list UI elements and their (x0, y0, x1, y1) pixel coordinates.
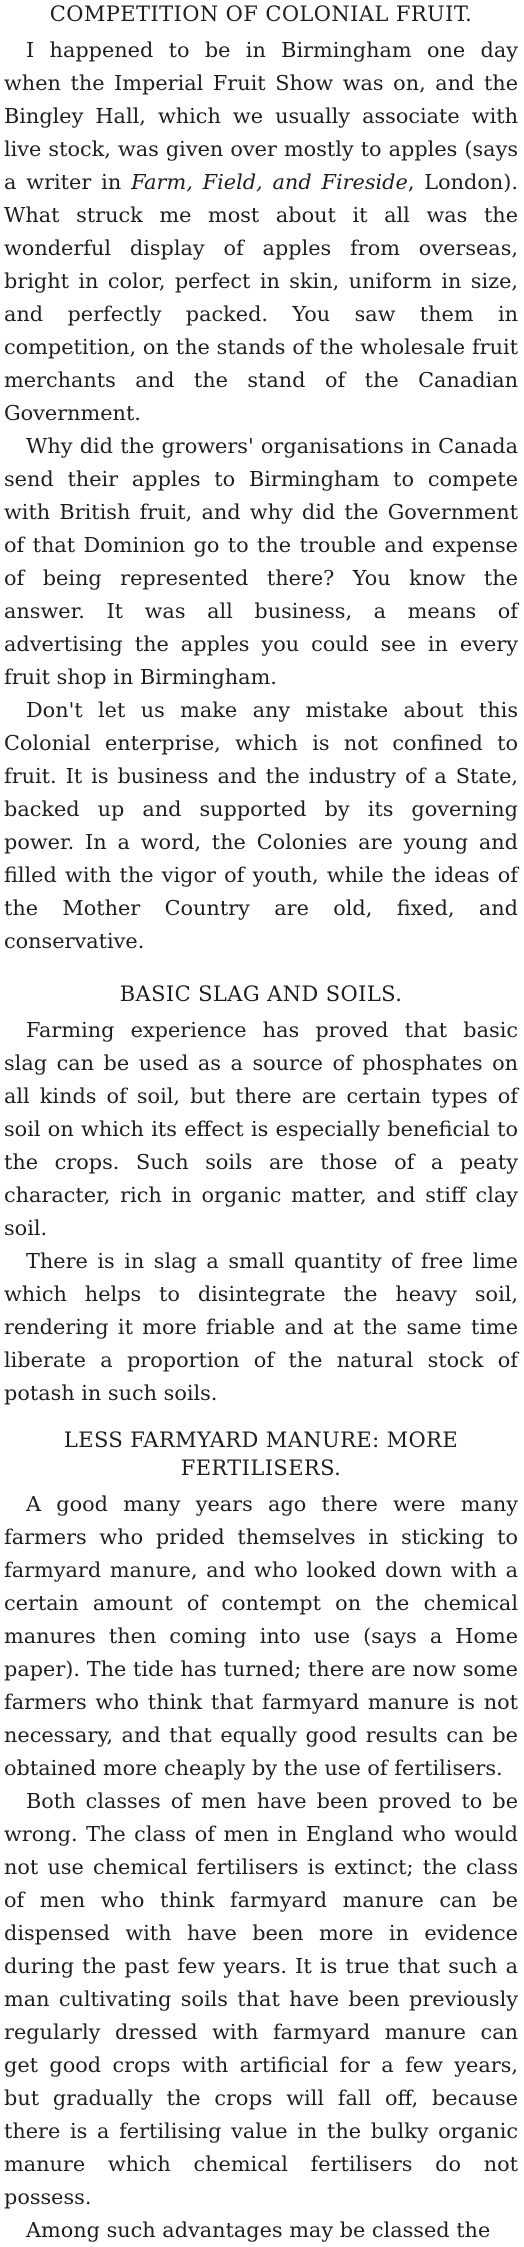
paragraph: Both classes of men have been proved to be wrong. The class of men in England who would not use chemical fertilisers is extinct; the class of men who think farmyard manure can be dispensed with have been more in evidence during the past few years. It is true that such a man cultivating soils that have been previously regularly dressed with farmyard manure can get good crops with artificial for a few years, but gradually the crops will fall off, because there is a fertilising value in the bulky organic manure which chemical fertilisers do not possess. (4, 1789, 518, 2209)
paragraph: Don't let us make any mistake about this Colonial enterprise, which is not confined to fruit. It is business and the industry of a State, backed up and supported by its governing power. In a word, the Colonies are young and filled with the vigor of youth, while the ideas of the Mother Country are old, fixed, and conservative. (4, 698, 518, 953)
paragraph: Among such advantages may be classed the (26, 2218, 491, 2242)
headline-colonial-fruit: COMPETITION OF COLONIAL FRUIT. (49, 2, 473, 26)
paragraph: A good many years ago there were many farmers who prided themselves in sticking to farmyard manure, and who looked down with a certain amount of contempt on the chemical manures then coming into use (says a Home paper). The tide has turned; there are now some farmers who think that farmyard manure is not necessary, and that equally good results can be obtained more cheaply by the use of fertilisers. (4, 1492, 518, 1780)
publication-title: Farm, Field, and Fireside (131, 170, 408, 194)
paragraph-text: , London). What struck me most about it all was the wonderful display of apples from overseas, bright in color, perfect in skin, uniform in size, and perfectly packed. You saw them in competition, on the stands of the wholesale fruit merchants and the stand of the Canadian Government. (4, 170, 518, 425)
section-gap (4, 1410, 518, 1426)
headline-basic-slag: BASIC SLAG AND SOILS. (119, 982, 403, 1006)
paragraph: Why did the growers' organisations in Canada send their apples to Birmingham to compete with British fruit, and why did the Government of that Dominion go to the trouble and expense of being represented there? You know the answer. It was all business, a means of advertising the apples you could see in every fruit shop in Birmingham. (4, 434, 518, 689)
paragraph (4, 34, 518, 430)
newspaper-column (4, 0, 518, 2247)
article-colonial-fruit (4, 0, 518, 958)
paragraph-text: I happened to be in Birmingham one day when the Imperial Fruit Show was on, and the Bingley Hall, which we usually associate with live stock, was given over mostly to apples (says a writer in (4, 38, 518, 194)
article-basic-slag (4, 980, 518, 1410)
article-farmyard-manure (4, 1426, 518, 2247)
paragraph: There is in slag a small quantity of free lime which helps to disintegrate the heavy soil, rendering it more friable and at the same time liberate a proportion of the natural stock of potash in such soils. (4, 1249, 518, 1405)
section-gap (4, 958, 518, 980)
paragraph: Farming experience has proved that basic slag can be used as a source of phosphates on all kinds of soil, but there are certain types of soil on which its effect is especially beneficial to the crops. Such soils are those of a peaty character, rich in organic matter, and stiff clay soil. (4, 1018, 518, 1240)
headline-farmyard-manure: LESS FARMYARD MANURE: MORE FERTILISERS. (63, 1428, 459, 1480)
